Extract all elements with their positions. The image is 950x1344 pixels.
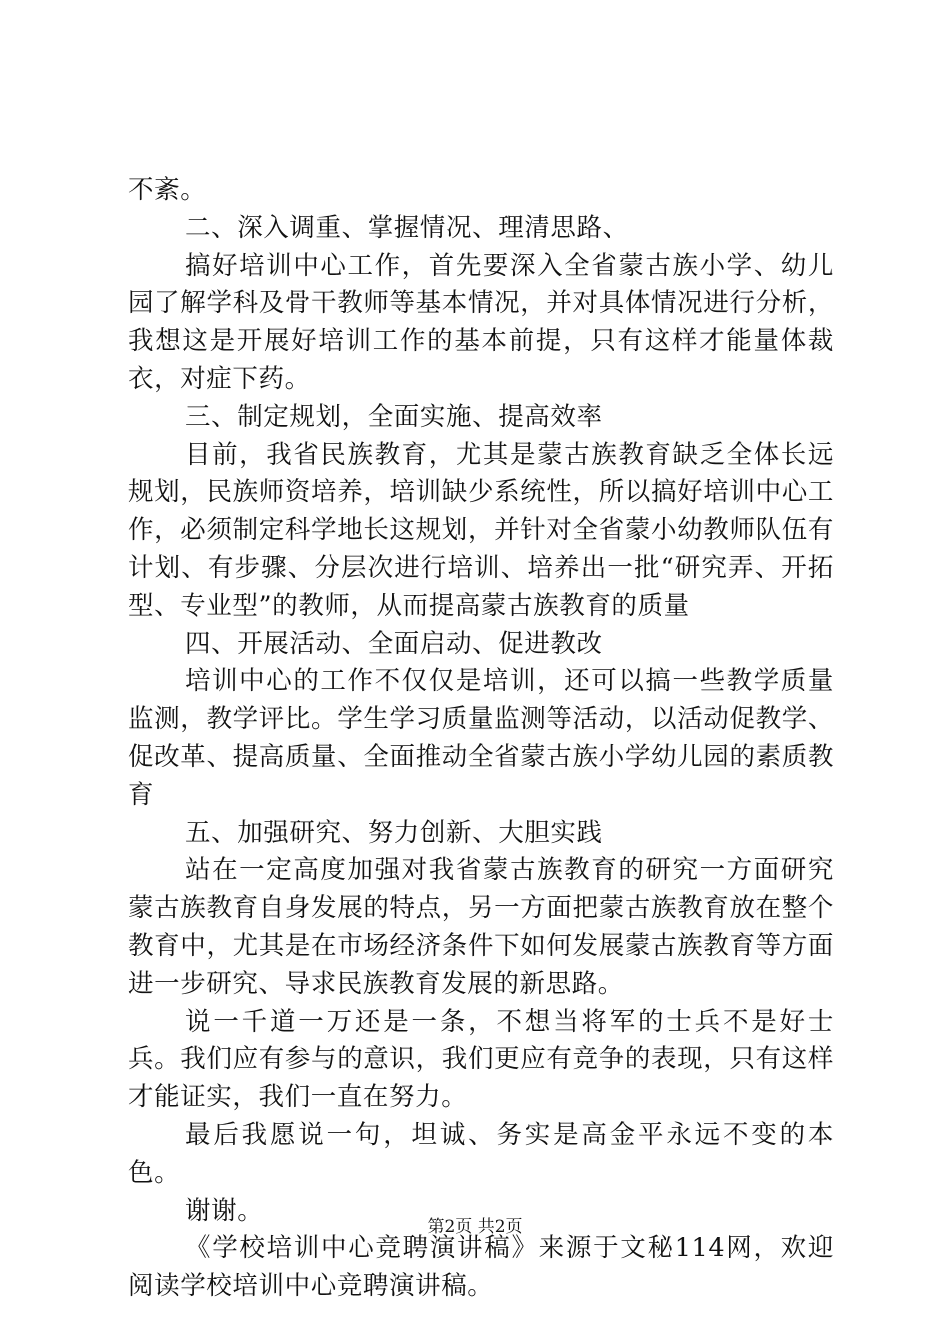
paragraph: 目前，我省民族教育，尤其是蒙古族教育缺乏全体长远规划，民族师资培养，培训缺少系统性，所以搞好培训中心工作，必须制定科学地长这规划，并针对全省蒙小幼教师队伍有计划、有步骤、分层次进行培训、培养出一批“研究弄、开拓型、专业型”的教师，从而提高蒙古族教育的质量 (128, 439, 834, 621)
paragraph: 不紊。 (128, 175, 207, 205)
section-heading: 三、制定规划，全面实施、提高效率 (185, 401, 603, 432)
closing-thanks: 谢谢。 (185, 1195, 264, 1226)
section-heading: 五、加强研究、努力创新、大胆实践 (185, 817, 603, 848)
document-body (128, 172, 834, 1306)
source-note: 《学校培训中心竞聘演讲稿》来源于文秘114网，欢迎阅读学校培训中心竞聘演讲稿。 (128, 1233, 834, 1302)
section-heading: 二、深入调重、掌握情况、理清思路、 (185, 212, 629, 243)
paragraph: 说一千道一万还是一条，不想当将军的士兵不是好士兵。我们应有参与的意识，我们更应有竞争的表现，只有这样才能证实，我们一直在努力。 (128, 1006, 834, 1113)
section-heading: 四、开展活动、全面启动、促进教改 (185, 628, 603, 659)
paragraph: 搞好培训中心工作，首先要深入全省蒙古族小学、幼儿园了解学科及骨干教师等基本情况，并对具体情况进行分析，我想这是开展好培训工作的基本前提，只有这样才能量体裁衣，对症下药。 (128, 250, 834, 394)
paragraph: 培训中心的工作不仅仅是培训，还可以搞一些教学质量监测，教学评比。学生学习质量监测等活动，以活动促教学、促改革、提高质量、全面推动全省蒙古族小学幼儿园的素质教育 (128, 666, 834, 810)
paragraph: 最后我愿说一句，坦诚、务实是高金平永远不变的本色。 (128, 1119, 834, 1188)
page-number: 第2页 共2页 (427, 1217, 523, 1237)
paragraph: 站在一定高度加强对我省蒙古族教育的研究一方面研究蒙古族教育自身发展的特点，另一方面把蒙古族教育放在整个教育中，尤其是在市场经济条件下如何发展蒙古族教育等方面进一步研究、导求民族教育发展的新思路。 (128, 855, 834, 999)
